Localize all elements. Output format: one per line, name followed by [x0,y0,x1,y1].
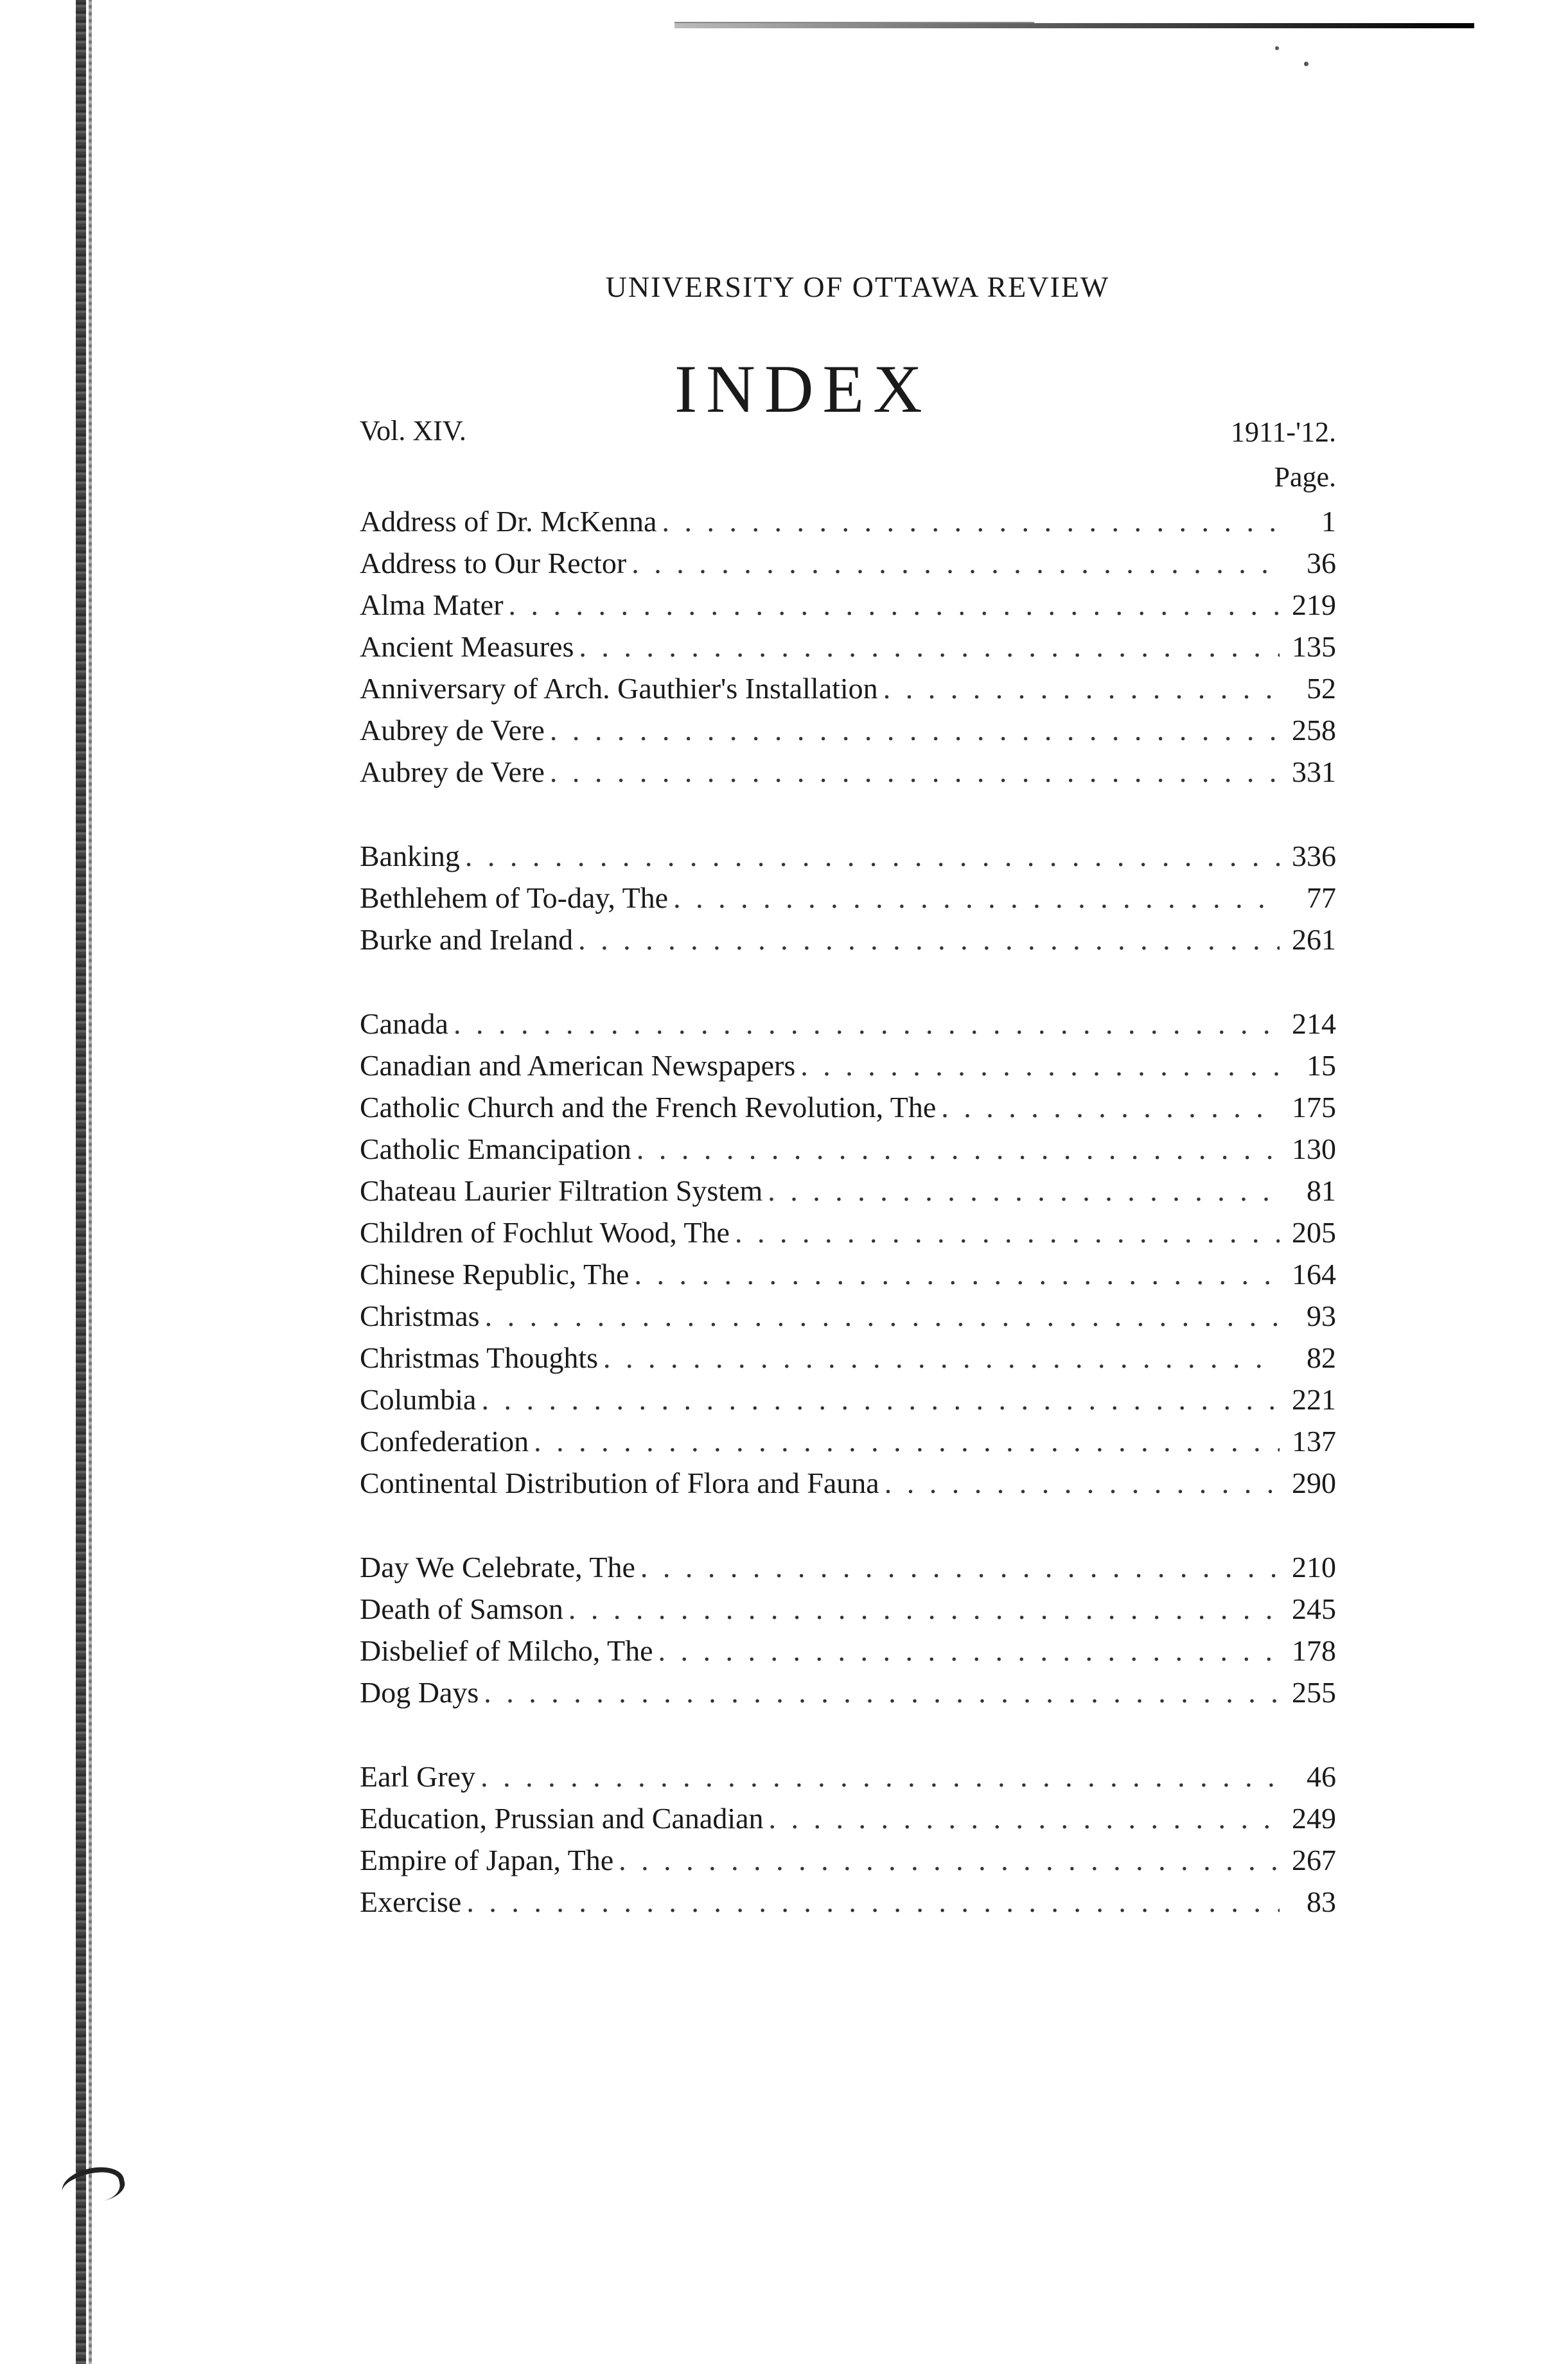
entry-title: Disbelief of Milcho, The [360,1634,653,1667]
dot-leader [466,1881,1280,1923]
dot-leader [485,1295,1280,1337]
dot-leader [568,1588,1280,1630]
index-entry [360,1170,1336,1212]
index-entry [360,1630,1336,1672]
entry-page-number: 46 [1307,1760,1336,1793]
index-entry [360,1003,1336,1045]
entry-page-number: 267 [1292,1844,1336,1876]
dot-leader [769,1797,1280,1839]
entry-title: Canadian and American Newspapers [360,1049,796,1082]
entry-title: Columbia [360,1383,477,1416]
entry-page-number: 36 [1307,547,1336,579]
entry-page-number: 255 [1292,1676,1336,1709]
entry-title: Burke and Ireland [360,923,574,956]
entry-page-number: 245 [1292,1592,1336,1625]
index-section [360,500,1336,793]
entry-title: Catholic Church and the French Revolution, The [360,1091,937,1124]
entry-page-number: 219 [1292,588,1336,621]
index-entry [360,542,1336,584]
index-entry [360,1253,1336,1295]
top-edge-rule [674,23,1474,28]
entry-page-number: 331 [1292,755,1336,788]
journal-title: UNIVERSITY OF OTTAWA REVIEW [605,270,1110,303]
index-entry [360,1462,1336,1504]
dot-leader [768,1170,1280,1212]
entry-title: Address of Dr. McKenna [360,505,657,538]
entry-title: Confederation [360,1425,529,1458]
dot-leader [579,626,1280,667]
index-entry [360,919,1336,960]
index-entry [360,1337,1336,1379]
dot-leader [885,1462,1280,1504]
index-page [360,270,1336,1923]
entry-page-number: 135 [1292,630,1336,663]
index-entry [360,1045,1336,1086]
index-entry [360,877,1336,919]
entry-page-number: 164 [1292,1258,1336,1291]
entry-title: Education, Prussian and Canadian [360,1802,764,1835]
index-entry [360,667,1336,709]
index-list [360,500,1336,1923]
entry-title: Alma Mater [360,588,504,621]
entry-title: Earl Grey [360,1760,476,1793]
entry-title: Christmas Thoughts [360,1341,599,1374]
entry-title: Empire of Japan, The [360,1844,614,1876]
volume-label: Vol. XIV. [360,415,466,446]
index-entry [360,1797,1336,1839]
entry-title: Aubrey de Vere [360,755,545,788]
index-entry [360,626,1336,667]
index-entry [360,1086,1336,1128]
entry-title: Bethlehem of To-day, The [360,881,669,914]
index-section [360,1546,1336,1713]
entry-page-number: 137 [1292,1425,1336,1458]
entry-title: Catholic Emancipation [360,1133,631,1165]
entry-title: Day We Celebrate, The [360,1551,635,1583]
dot-leader [534,1420,1280,1462]
index-entry [360,1420,1336,1462]
index-entry [360,709,1336,751]
entry-page-number: 249 [1292,1802,1336,1835]
binding-edge-shadow [89,0,92,2364]
dot-leader [550,751,1280,793]
index-entry [360,1212,1336,1253]
dot-leader [662,500,1280,542]
dot-leader [454,1003,1280,1045]
index-entry [360,500,1336,542]
entry-page-number: 130 [1292,1133,1336,1165]
dot-leader [480,1756,1280,1797]
entry-page-number: 175 [1292,1091,1336,1124]
binding-edge [76,0,86,2364]
index-section [360,835,1336,960]
index-entry [360,1588,1336,1630]
index-section [360,1003,1336,1504]
dot-leader [484,1672,1280,1713]
dot-leader [481,1379,1280,1420]
entry-page-number: 82 [1307,1341,1336,1374]
index-entry [360,1672,1336,1713]
entry-title: Aubrey de Vere [360,714,545,746]
entry-page-number: 336 [1292,840,1336,872]
entry-page-number: 81 [1307,1174,1336,1207]
dot-leader [603,1337,1280,1379]
entry-title: Dog Days [360,1676,479,1709]
entry-page-number: 77 [1307,881,1336,914]
entry-title: Ancient Measures [360,630,574,663]
entry-title: Exercise [360,1885,462,1918]
entry-title: Death of Samson [360,1592,563,1625]
dot-leader [619,1839,1280,1881]
page-column-heading: Page. [1274,461,1336,493]
dot-leader [735,1212,1280,1253]
entry-page-number: 93 [1307,1300,1336,1332]
entry-title: Continental Distribution of Flora and Fauna [360,1467,879,1499]
entry-page-number: 205 [1292,1216,1336,1249]
index-entry [360,1546,1336,1588]
entry-title: Christmas [360,1300,480,1332]
entry-page-number: 15 [1307,1049,1336,1082]
index-entry [360,751,1336,793]
entry-title: Anniversary of Arch. Gauthier's Installation [360,672,878,705]
index-entry [360,584,1336,626]
entry-title: Canada [360,1007,448,1040]
entry-page-number: 221 [1292,1383,1336,1416]
dot-leader [640,1546,1280,1588]
dot-leader [509,584,1280,626]
entry-page-number: 1 [1321,505,1336,538]
index-entry [360,1128,1336,1170]
dot-leader [631,542,1280,584]
dot-leader [465,835,1280,877]
entry-page-number: 178 [1292,1634,1336,1667]
index-entry [360,1295,1336,1337]
index-entry [360,835,1336,877]
dot-leader [658,1630,1280,1672]
scan-speck [1304,62,1308,66]
index-title: INDEX [674,351,931,427]
binding-thread-mark [58,2162,127,2209]
index-entry [360,1379,1336,1420]
scan-speck [1275,46,1279,50]
dot-leader [637,1128,1280,1170]
index-entry [360,1756,1336,1797]
dot-leader [634,1253,1280,1295]
entry-page-number: 261 [1292,923,1336,956]
dot-leader [673,877,1280,919]
entry-title: Chinese Republic, The [360,1258,630,1291]
index-section [360,1756,1336,1923]
entry-title: Chateau Laurier Filtration System [360,1174,763,1207]
dot-leader [941,1086,1280,1128]
entry-page-number: 52 [1307,672,1336,705]
year-label: 1911-'12. [1231,416,1336,448]
entry-page-number: 210 [1292,1551,1336,1583]
dot-leader [800,1045,1280,1086]
dot-leader [578,919,1280,960]
entry-title: Address to Our Rector [360,547,627,579]
index-entry [360,1839,1336,1881]
entry-page-number: 290 [1292,1467,1336,1499]
entry-page-number: 258 [1292,714,1336,746]
index-heading-row [360,351,1336,452]
entry-title: Banking [360,840,460,872]
entry-page-number: 214 [1292,1007,1336,1040]
dot-leader [883,667,1280,709]
entry-page-number: 83 [1307,1885,1336,1918]
dot-leader [550,709,1280,751]
index-entry [360,1881,1336,1923]
entry-title: Children of Fochlut Wood, The [360,1216,730,1249]
